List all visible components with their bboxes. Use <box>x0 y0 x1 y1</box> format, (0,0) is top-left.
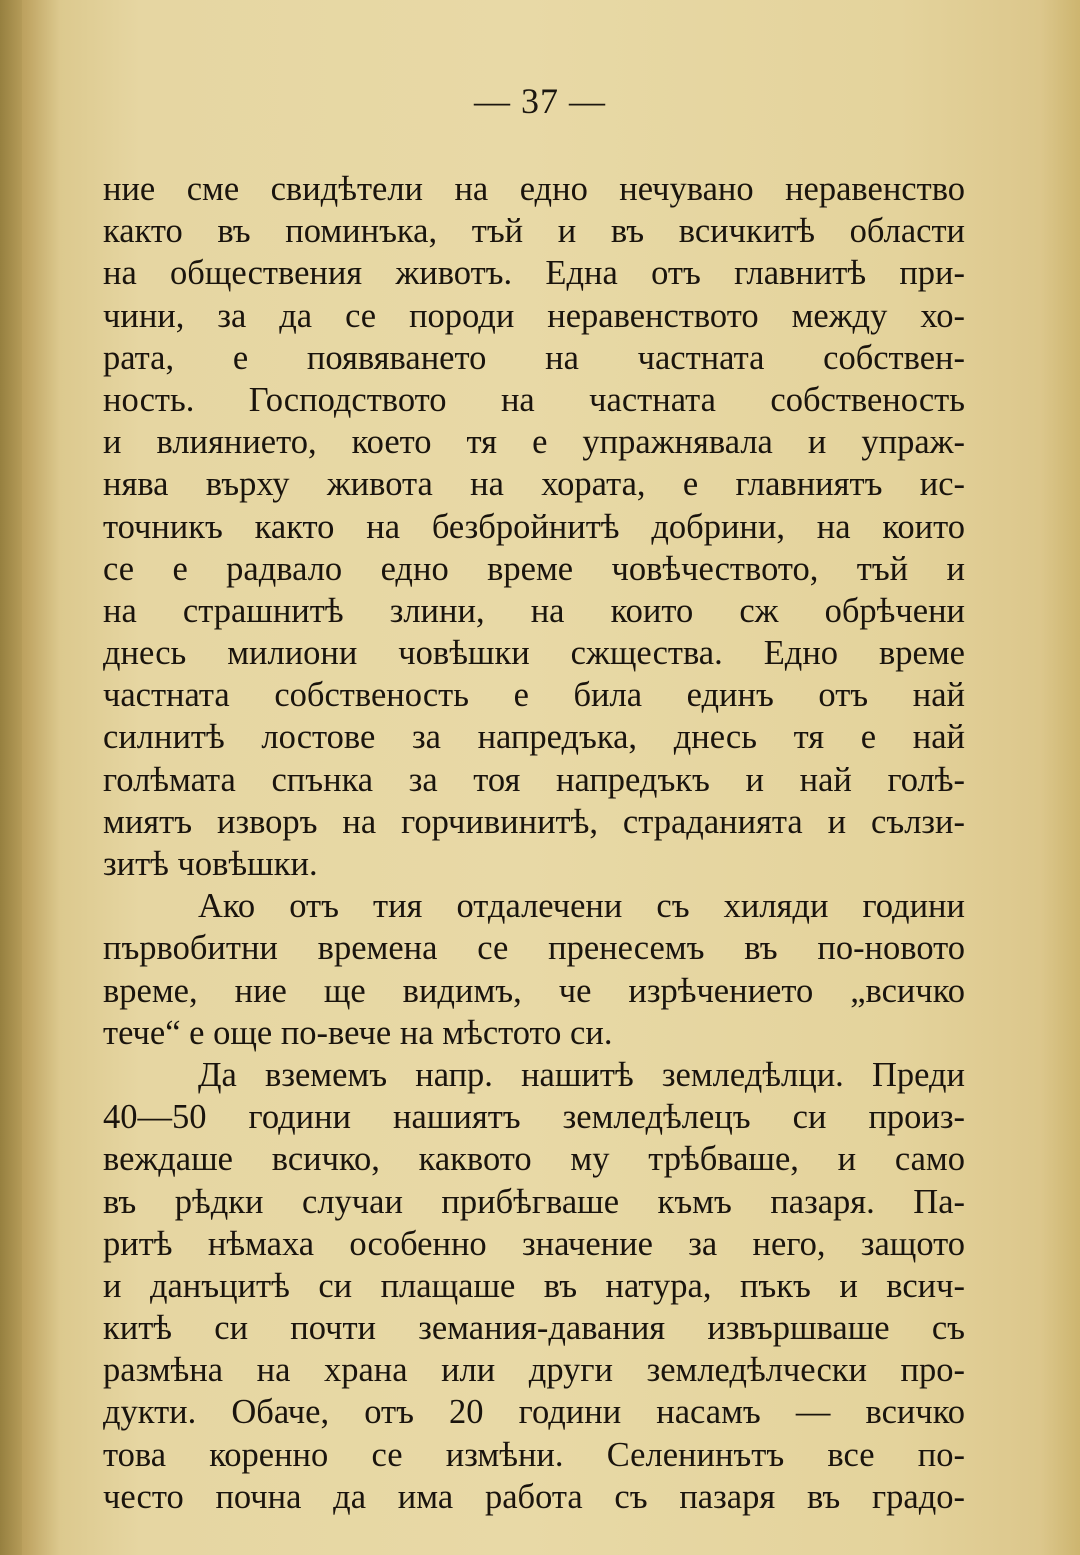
text-line: това коренно се измѣни. Селенинътъ все по- <box>103 1435 965 1474</box>
text-line: ритѣ нѣмаха особенно значение за него, защото <box>103 1224 965 1263</box>
text-line: рата, е появяването на частната собствен- <box>103 338 965 377</box>
text-line: нява върху живота на хората, е главниятъ ис- <box>103 465 965 504</box>
text-line: силнитѣ лостове за напредъка, днесь тя е най <box>103 718 965 757</box>
text-line: често почна да има работа съ пазаря въ градо- <box>103 1477 965 1516</box>
body-text <box>103 168 965 1518</box>
text-line: зитѣ човѣшки. <box>103 845 318 883</box>
text-line: време, ние ще видимъ, че изрѣчението „всичко <box>103 971 965 1010</box>
text-line: дукти. Обаче, отъ 20 години насамъ — всичко <box>103 1393 965 1432</box>
text-line: точникъ както на безбройнитѣ добрини, на които <box>103 507 965 546</box>
text-line: размѣна на храна или други земледѣлчески про- <box>103 1351 965 1390</box>
text-line: ность. Господството на частната собственость <box>103 380 965 419</box>
text-line: голѣмата спънка за тоя напредъкъ и най голѣ- <box>103 760 965 799</box>
text-line: ние сме свидѣтели на едно нечувано неравенство <box>103 170 965 208</box>
text-line: се е радвало едно време човѣчеството, тъй и <box>103 549 965 588</box>
text-line: днесь милиони човѣшки сжщества. Едно време <box>103 634 965 673</box>
text-line: китѣ си почти земания-давания извършваше съ <box>103 1309 965 1348</box>
page-number: — 37 — <box>474 81 606 121</box>
paragraph-first-line: Да вземемъ напр. нашитѣ земледѣлци. Преди <box>198 1055 965 1094</box>
text-line: веждаше всичко, каквото му трѣбваше, и само <box>103 1140 965 1179</box>
text-line: тече“ е още по-вече на мѣстото си. <box>103 1013 613 1052</box>
text-line: въ рѣдки случаи прибѣгваше къмъ пазаря. Па- <box>103 1182 965 1221</box>
text-line: на страшнитѣ злини, на които сж обрѣчени <box>103 591 965 630</box>
text-line: на обществения животъ. Една отъ главнитѣ при- <box>103 254 965 293</box>
text-line: частната собственость е била единъ отъ най <box>103 676 965 715</box>
text-line: и влиянието, което тя е упражнявала и упраж- <box>103 423 965 462</box>
text-line: както въ поминъка, тъй и въ всичкитѣ области <box>103 212 965 251</box>
text-line: и данъцитѣ си плащаше въ натура, пъкъ и всич- <box>103 1266 965 1305</box>
text-line: чини, за да се породи неравенството между хо- <box>103 296 965 335</box>
text-line: първобитни времена се пренесемъ въ по-новото <box>103 929 965 968</box>
page-spine-shadow <box>0 0 22 1555</box>
text-line: миятъ изворъ на горчивинитѣ, страданията и сълзи- <box>103 802 965 841</box>
paragraph-first-line: Ако отъ тия отдалечени съ хиляди години <box>198 887 965 926</box>
text-line: 40—50 години нашиятъ земледѣлецъ си произ- <box>103 1098 965 1137</box>
